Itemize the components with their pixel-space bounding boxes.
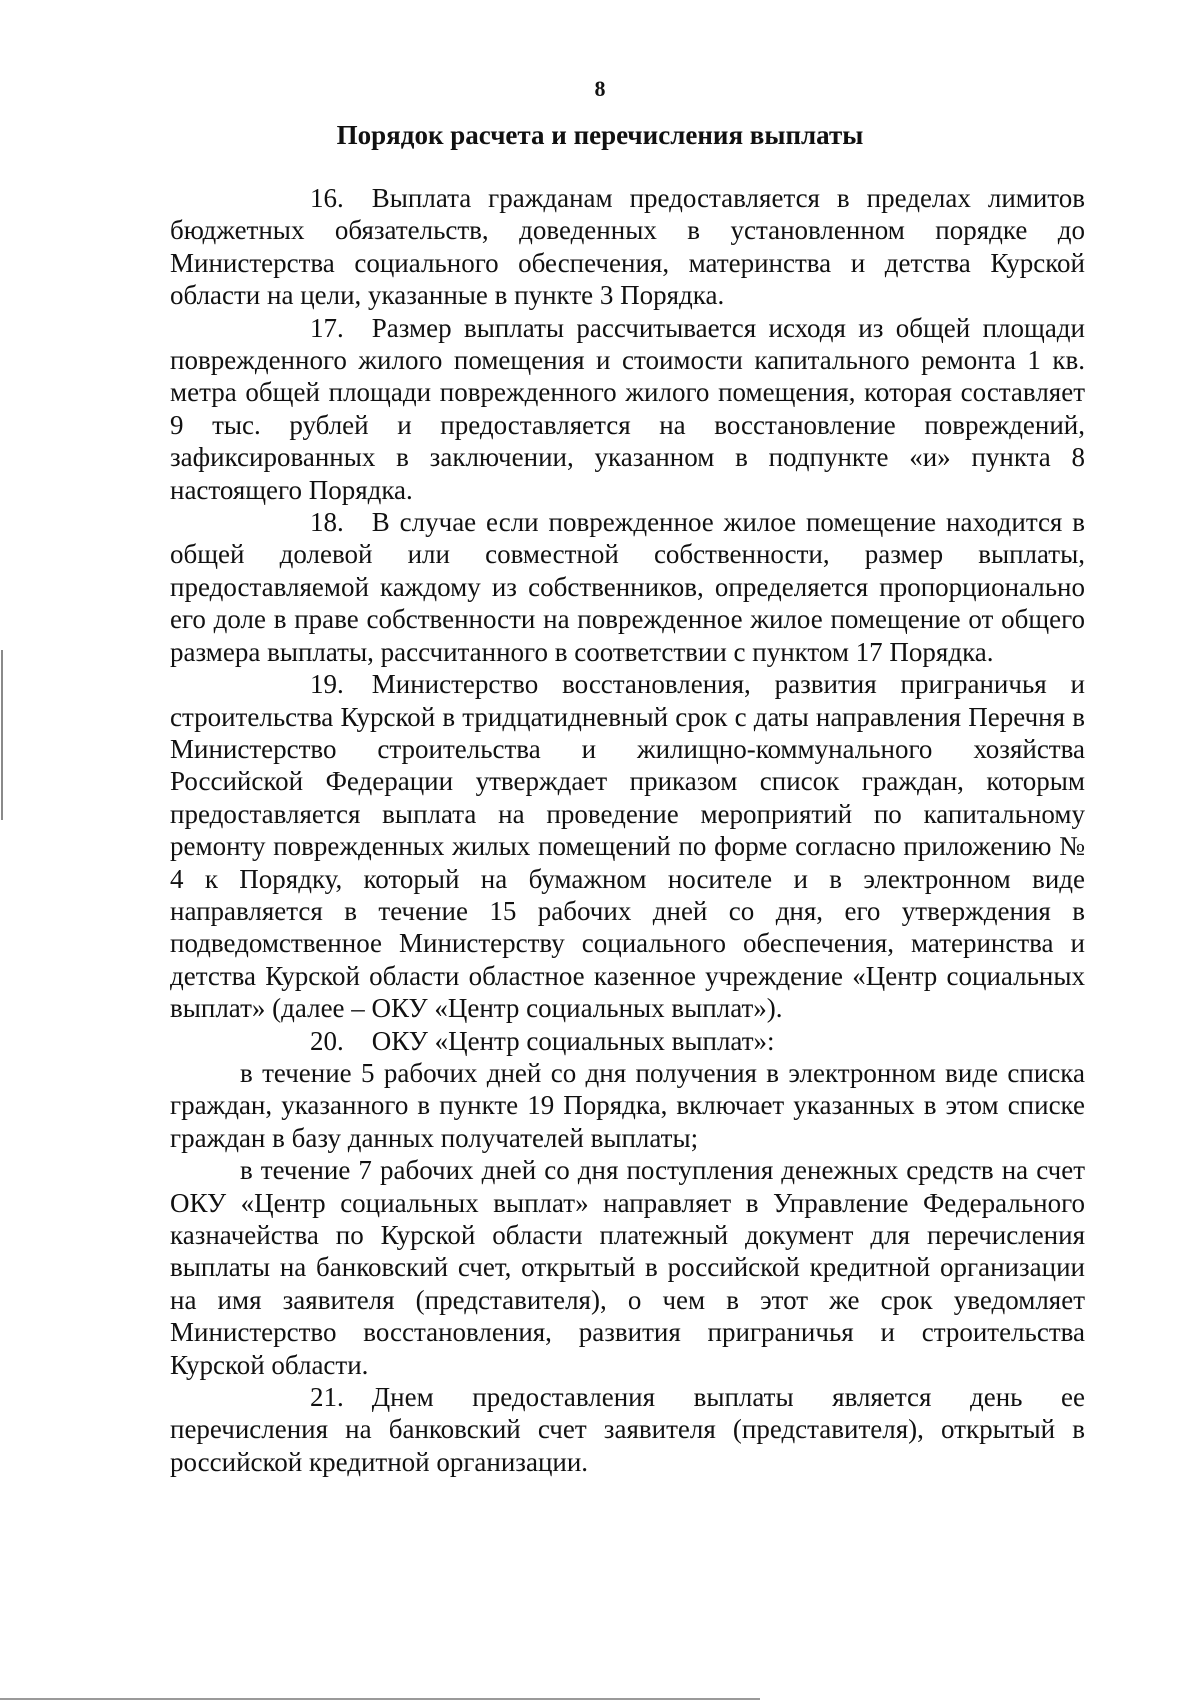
paragraph-text: Размер выплаты рассчитывается исходя из общей площади поврежденного жилого помещения и стоимости капитального ремонта 1 кв. метра общей площади поврежденного жилого помещения, которая составляет 9 тыс. рублей и предоставляется на восстановление повреждений, зафиксированных в заключении, указанном в подпункте «и» пункта 8 настоящего Порядка. (170, 312, 1085, 505)
paragraph-text: ОКУ «Центр социальных выплат»: (371, 1025, 775, 1056)
paragraph-number: 20. (310, 1025, 344, 1056)
paragraph-number: 17. (310, 312, 344, 343)
paragraph-text: В случае если поврежденное жилое помещение находится в общей долевой или совместной собственности, размер выплаты, предоставляемой каждому из собственников, определяется пропорционально его доле в праве собственности на поврежденное жилое помещение от общего размера выплаты, рассчитанного в соответствии с пунктом 17 Порядка. (170, 507, 1085, 667)
paragraph-21 (170, 1381, 1085, 1478)
paragraph-text: в течение 5 рабочих дней со дня получения в электронном виде списка граждан, указанного в пункте 19 Порядка, включает указанных в этом списке граждан в базу данных получателей выплаты; (170, 1057, 1085, 1153)
scan-edge-mark (1, 650, 3, 820)
paragraph-20 (170, 1025, 1085, 1057)
paragraph-20-item-2 (170, 1154, 1085, 1381)
page-number: 8 (594, 76, 606, 101)
section-title: Порядок расчета и перечисления выплаты (336, 120, 864, 150)
paragraph-18 (170, 506, 1085, 668)
paragraph-text: Министерство восстановления, развития приграничья и строительства Курской в тридцатидневный срок с даты направления Перечня в Министерство строительства и жилищно-коммунального хозяйства Российской Федерации утверждает приказом список граждан, которым предоставляется выплата на проведение мероприятий по капитальному ремонту поврежденных жилых помещений по форме согласно приложению № 4 к Порядку, который на бумажном носителе и в электронном виде направляется в течение 15 рабочих дней со дня, его утверждения в подведомственное Министерству социального обеспечения, материнства и детства Курской области областное казенное учреждение «Центр социальных выплат» (далее – ОКУ «Центр социальных выплат»). (170, 669, 1085, 1024)
paragraph-17 (170, 312, 1085, 506)
scan-edge-mark (0, 1698, 760, 1700)
paragraph-16 (170, 182, 1085, 312)
paragraph-number: 16. (310, 183, 344, 213)
paragraph-text: в течение 7 рабочих дней со дня поступления денежных средств на счет ОКУ «Центр социальных выплат» направляет в Управление Федерального казначейства по Курской области платежный документ для перечисления выплаты на банковский счет, открытый в российской кредитной организации на имя заявителя (представителя), о чем в этот же срок уведомляет Министерство восстановления, развития приграничья и строительства Курской области. (170, 1155, 1085, 1380)
paragraph-text: Днем предоставления выплаты является день ее перечисления на банковский счет заявителя (представителя), открытый в российской кредитной организации. (170, 1382, 1085, 1477)
paragraph-text: Выплата гражданам предоставляется в пределах лимитов бюджетных обязательств, доведенных в установленном порядке до Министерства социального обеспечения, материнства и детства Курской области на цели, указанные в пункте 3 Порядка. (170, 183, 1085, 311)
paragraph-20-item-1 (170, 1057, 1085, 1154)
paragraph-number: 18. (310, 507, 344, 538)
document-body (170, 182, 1085, 1478)
paragraph-number: 19. (310, 669, 344, 700)
paragraph-number: 21. (310, 1382, 344, 1413)
paragraph-19 (170, 668, 1085, 1024)
